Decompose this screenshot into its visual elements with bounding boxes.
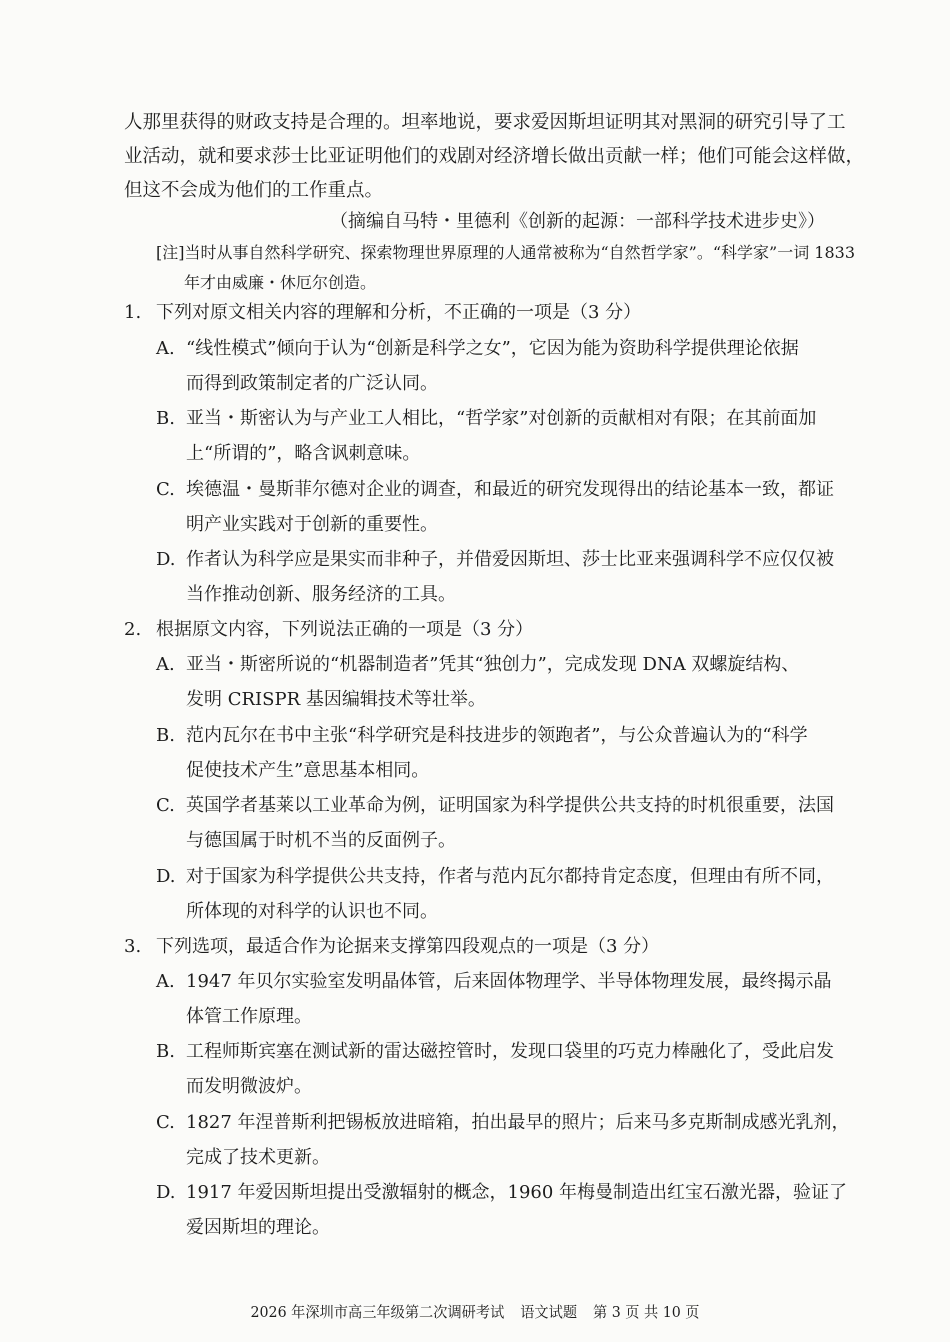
question-stem: 下列选项，最适合作为论据来支撑第四段观点的一项是（3 分） bbox=[156, 936, 660, 957]
option-text: 亚当・斯密所说的“机器制造者”凭其“独创力”，完成发现 DNA 双螺旋结构、 bbox=[186, 654, 800, 675]
option-text: 爱因斯坦的理论。 bbox=[186, 1217, 330, 1238]
option-text: 工程师斯宾塞在测试新的雷达磁控管时，发现口袋里的巧克力棒融化了，受此启发 bbox=[186, 1041, 834, 1062]
option-text: 明产业实践对于创新的重要性。 bbox=[186, 514, 438, 535]
option-label: D. bbox=[156, 549, 176, 570]
option-text: 当作推动创新、服务经济的工具。 bbox=[186, 584, 456, 605]
option-text: “线性模式”倾向于认为“创新是科学之女”，它因为能为资助科学提供理论依据 bbox=[186, 338, 799, 359]
option-text: 亚当・斯密认为与产业工人相比，“哲学家”对创新的贡献相对有限；在其前面加 bbox=[186, 408, 817, 429]
passage-line: 业活动，就和要求莎士比亚证明他们的戏剧对经济增长做出贡献一样；他们可能会这样做， bbox=[124, 146, 865, 167]
question-stem: 根据原文内容，下列说法正确的一项是（3 分） bbox=[156, 619, 534, 640]
option-label: B. bbox=[156, 725, 175, 746]
option-text: 与德国属于时机不当的反面例子。 bbox=[186, 830, 456, 851]
option-text: 完成了技术更新。 bbox=[186, 1147, 330, 1168]
option-text: 而得到政策制定者的广泛认同。 bbox=[186, 373, 438, 394]
option-label: A. bbox=[156, 654, 175, 675]
option-label: D. bbox=[156, 1182, 176, 1203]
option-text: 所体现的对科学的认识也不同。 bbox=[186, 901, 438, 922]
option-label: C. bbox=[156, 1112, 175, 1133]
option-text: 英国学者基莱以工业革命为例，证明国家为科学提供公共支持的时机很重要，法国 bbox=[186, 795, 834, 816]
question-number: 3. bbox=[124, 936, 142, 957]
note-line: 年才由威廉・休厄尔创造。 bbox=[184, 273, 377, 292]
option-label: C. bbox=[156, 795, 175, 816]
option-text: 对于国家为科学提供公共支持，作者与范内瓦尔都持肯定态度，但理由有所不同， bbox=[186, 866, 834, 887]
passage-line: 人那里获得的财政支持是合理的。坦率地说，要求爱因斯坦证明其对黑洞的研究引导了工 bbox=[124, 112, 846, 133]
question-number: 1. bbox=[124, 302, 142, 323]
option-label: C. bbox=[156, 479, 175, 500]
question-stem: 下列对原文相关内容的理解和分析，不正确的一项是（3 分） bbox=[156, 302, 642, 323]
passage-line: 但这不会成为他们的工作重点。 bbox=[124, 180, 384, 201]
option-text: 作者认为科学应是果实而非种子，并借爱因斯坦、莎士比亚来强调科学不应仅仅被 bbox=[186, 549, 834, 570]
option-text: 而发明微波炉。 bbox=[186, 1076, 312, 1097]
option-text: 上“所谓的”，略含讽刺意味。 bbox=[186, 443, 421, 464]
option-text: 1917 年爱因斯坦提出受激辐射的概念，1960 年梅曼制造出红宝石激光器，验证了 bbox=[186, 1182, 848, 1203]
option-label: B. bbox=[156, 408, 175, 429]
passage-source: （摘编自马特・里德利《创新的起源：一部科学技术进步史》） bbox=[330, 211, 825, 232]
option-text: 1827 年涅普斯利把锡板放进暗箱，拍出最早的照片；后来马多克斯制成感光乳剂， bbox=[186, 1112, 850, 1133]
footer-subject: 语文试题 bbox=[520, 1303, 578, 1321]
footer-page-number: 第 3 页 共 10 页 bbox=[592, 1303, 700, 1321]
option-label: B. bbox=[156, 1041, 175, 1062]
option-label: D. bbox=[156, 866, 176, 887]
option-text: 范内瓦尔在书中主张“科学研究是科技进步的领跑者”，与公众普遍认为的“科学 bbox=[186, 725, 808, 746]
option-text: 埃德温・曼斯菲尔德对企业的调查，和最近的研究发现得出的结论基本一致，都证 bbox=[186, 479, 834, 500]
option-text: 1947 年贝尔实验室发明晶体管，后来固体物理学、半导体物理发展，最终揭示晶 bbox=[186, 971, 832, 992]
option-text: 体管工作原理。 bbox=[186, 1006, 312, 1027]
option-label: A. bbox=[156, 971, 175, 992]
question-number: 2. bbox=[124, 619, 142, 640]
option-label: A. bbox=[156, 338, 175, 359]
option-text: 发明 CRISPR 基因编辑技术等壮举。 bbox=[186, 689, 486, 710]
option-text: 促使技术产生”意思基本相同。 bbox=[186, 760, 430, 781]
note-line: [注]当时从事自然科学研究、探索物理世界原理的人通常被称为“自然哲学家”。“科学家”一词 1833 bbox=[156, 243, 856, 262]
page-footer bbox=[25, 1302, 925, 1322]
footer-exam-title: 2026 年深圳市高三年级第二次调研考试 bbox=[250, 1303, 505, 1321]
